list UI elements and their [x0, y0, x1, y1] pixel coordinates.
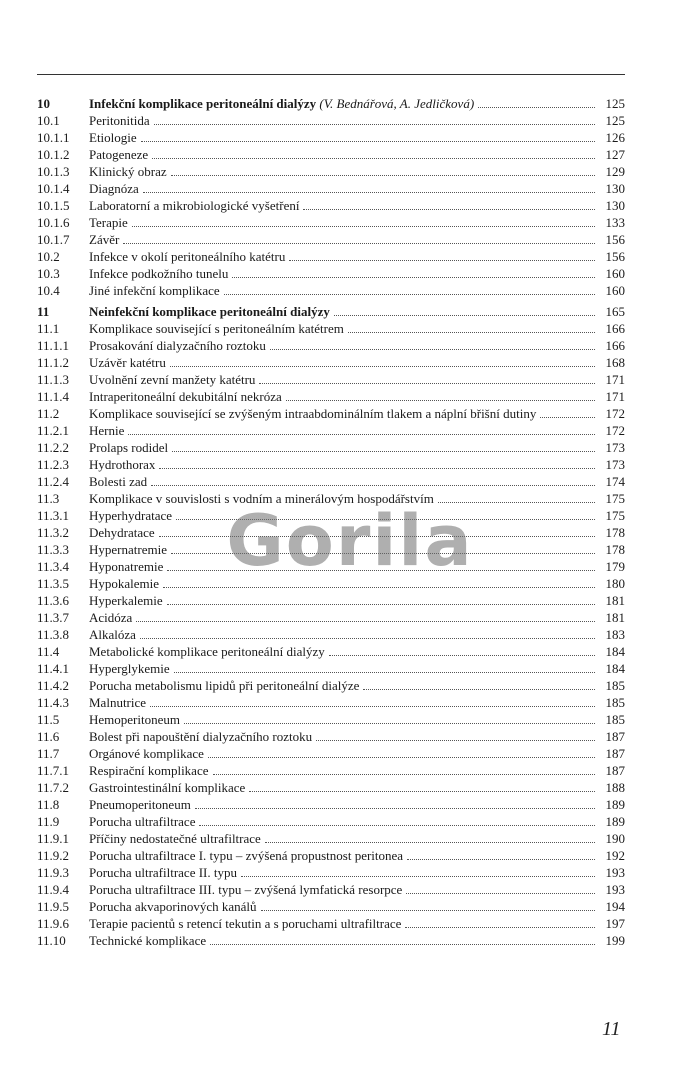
toc-entry [37, 643, 625, 660]
toc-entry [37, 112, 625, 129]
toc-entry [37, 932, 625, 949]
section-title [89, 728, 312, 745]
section-title-text: Hyponatremie [89, 559, 164, 574]
section-title-text: Hypernatremie [89, 542, 167, 557]
dot-leader [163, 587, 595, 588]
section-title [89, 779, 245, 796]
section-number: 11.2.4 [37, 474, 70, 489]
toc-entry [37, 371, 625, 388]
section-title [89, 371, 255, 388]
toc-entry [37, 265, 625, 282]
section-number: 11.7 [37, 746, 60, 761]
section-title-text: Jiné infekční komplikace [89, 283, 220, 298]
section-title [89, 231, 119, 248]
page-reference: 192 [605, 848, 625, 863]
dot-leader [224, 294, 595, 295]
section-number: 11.3.8 [37, 627, 70, 642]
dot-leader [265, 842, 595, 843]
section-number: 11.9.4 [37, 882, 70, 897]
section-number: 10.4 [37, 283, 60, 298]
section-title [89, 337, 266, 354]
dot-leader [540, 417, 595, 418]
toc-entry [37, 163, 625, 180]
section-title-text: Hernie [89, 423, 125, 438]
section-title [89, 282, 220, 299]
section-title [89, 320, 344, 337]
section-title-text: Porucha ultrafiltrace III. typu – zvýšená lymfatická resorpce [89, 882, 403, 897]
section-number: 11.1.1 [37, 338, 70, 353]
toc-entry [37, 473, 625, 490]
toc-entry [37, 745, 625, 762]
section-title [89, 932, 206, 949]
section-title [89, 677, 359, 694]
section-title [89, 265, 228, 282]
page-reference: 189 [605, 797, 625, 812]
page-reference: 173 [605, 457, 625, 472]
section-title-text: Bolesti zad [89, 474, 148, 489]
page-reference: 184 [605, 644, 625, 659]
section-title [89, 388, 282, 405]
section-title-text: Porucha ultrafiltrace I. typu – zvýšená propustnost peritonea [89, 848, 404, 863]
dot-leader [128, 434, 595, 435]
page-reference: 172 [605, 423, 625, 438]
page-reference: 193 [605, 882, 625, 897]
section-number: 11.4 [37, 644, 60, 659]
section-number: 11.1 [37, 321, 60, 336]
page-reference: 178 [605, 542, 625, 557]
section-title [89, 813, 195, 830]
section-title [89, 303, 330, 320]
dot-leader [171, 175, 595, 176]
section-title-text: Infekční komplikace peritoneální dialýzy [89, 96, 317, 111]
dot-leader [405, 927, 595, 928]
dot-leader [316, 740, 595, 741]
section-title [89, 643, 325, 660]
section-title-text: Porucha ultrafiltrace [89, 814, 196, 829]
section-title-text: Hypokalemie [89, 576, 160, 591]
section-title [89, 711, 180, 728]
dot-leader [172, 451, 595, 452]
page-reference: 156 [605, 249, 625, 264]
section-number: 11.9.2 [37, 848, 70, 863]
section-title-text: Peritonitida [89, 113, 150, 128]
section-number: 11.1.4 [37, 389, 70, 404]
section-title [89, 847, 403, 864]
chapter-authors: (V. Bednářová, A. Jedličková) [319, 96, 475, 111]
page-reference: 180 [605, 576, 625, 591]
dot-leader [329, 655, 595, 656]
section-title-text: Porucha akvaporinových kanálů [89, 899, 257, 914]
section-number: 10.1.6 [37, 215, 70, 230]
section-number: 11.3.7 [37, 610, 70, 625]
page-reference: 185 [605, 678, 625, 693]
page-reference: 129 [605, 164, 625, 179]
section-number: 11.9.6 [37, 916, 70, 931]
page-reference: 194 [605, 899, 625, 914]
page-reference: 125 [605, 96, 625, 111]
page-reference: 187 [605, 746, 625, 761]
toc-entry [37, 129, 625, 146]
section-title-text: Hemoperitoneum [89, 712, 180, 727]
page-reference: 130 [605, 181, 625, 196]
section-title-text: Respirační komplikace [89, 763, 209, 778]
toc-entry [37, 830, 625, 847]
dot-leader [143, 192, 595, 193]
section-title-text: Komplikace související se zvýšeným intraabdominálním tlakem a náplní břišní dutiny [89, 406, 537, 421]
section-title-text: Klinický obraz [89, 164, 167, 179]
section-number: 11.4.3 [37, 695, 70, 710]
section-title [89, 214, 128, 231]
section-number: 10.1.4 [37, 181, 70, 196]
page-reference: 175 [605, 508, 625, 523]
page-reference: 199 [605, 933, 625, 948]
page-reference: 160 [605, 266, 625, 281]
section-number: 10.1.2 [37, 147, 70, 162]
section-number: 11.9.3 [37, 865, 70, 880]
section-title-text: Etiologie [89, 130, 137, 145]
section-number: 10.1 [37, 113, 60, 128]
page-reference: 185 [605, 695, 625, 710]
page-reference: 183 [605, 627, 625, 642]
toc-entry [37, 779, 625, 796]
page-reference: 166 [605, 321, 625, 336]
page-reference: 125 [605, 113, 625, 128]
toc-entry [37, 609, 625, 626]
section-title [89, 405, 536, 422]
section-title-text: Prolaps rodidel [89, 440, 169, 455]
dot-leader [208, 757, 595, 758]
dot-leader [159, 468, 595, 469]
page-reference: 179 [605, 559, 625, 574]
dot-leader [167, 604, 595, 605]
toc-entry [37, 180, 625, 197]
toc-entry [37, 915, 625, 932]
dot-leader [363, 689, 595, 690]
section-title [89, 626, 136, 643]
page-reference: 172 [605, 406, 625, 421]
page-reference: 168 [605, 355, 625, 370]
toc-entry [37, 728, 625, 745]
dot-leader [261, 910, 595, 911]
section-number: 11.7.1 [37, 763, 70, 778]
page-reference: 190 [605, 831, 625, 846]
page-reference: 197 [605, 916, 625, 931]
section-number: 10.3 [37, 266, 60, 281]
section-title [89, 456, 155, 473]
section-number: 11.2.1 [37, 423, 70, 438]
section-number: 11.2.3 [37, 457, 70, 472]
page-reference: 174 [605, 474, 625, 489]
page-reference: 175 [605, 491, 625, 506]
section-title [89, 745, 204, 762]
section-title-text: Komplikace v souvislosti s vodním a minerálovým hospodářstvím [89, 491, 434, 506]
watermark-logo: Gorila [226, 500, 474, 582]
section-title-text: Pneumoperitoneum [89, 797, 191, 812]
section-title-text: Technické komplikace [89, 933, 207, 948]
toc-chapter-entry [37, 303, 625, 320]
dot-leader [259, 383, 595, 384]
page-reference: 126 [605, 130, 625, 145]
dot-leader [151, 485, 595, 486]
section-number: 11.3.5 [37, 576, 70, 591]
section-number: 11.6 [37, 729, 60, 744]
page-reference: 189 [605, 814, 625, 829]
dot-leader [286, 400, 595, 401]
section-title [89, 864, 237, 881]
dot-leader [141, 141, 595, 142]
dot-leader [303, 209, 595, 210]
page-reference: 187 [605, 763, 625, 778]
section-title-text: Infekce v okolí peritoneálního katétru [89, 249, 286, 264]
section-title [89, 422, 124, 439]
page-reference: 178 [605, 525, 625, 540]
section-title [89, 592, 163, 609]
toc-entry [37, 282, 625, 299]
toc-entry [37, 197, 625, 214]
section-number: 11.1.2 [37, 355, 70, 370]
toc-entry [37, 677, 625, 694]
section-title-text: Alkalóza [89, 627, 136, 642]
dot-leader [150, 706, 595, 707]
toc-entry [37, 864, 625, 881]
section-number: 11.2 [37, 406, 60, 421]
section-number: 11.8 [37, 797, 60, 812]
page-reference: 184 [605, 661, 625, 676]
page-reference: 166 [605, 338, 625, 353]
section-title-text: Hyperhydratace [89, 508, 173, 523]
page-reference: 130 [605, 198, 625, 213]
dot-leader [407, 859, 595, 860]
page-reference: 156 [605, 232, 625, 247]
section-number: 10.1.1 [37, 130, 70, 145]
toc-entry [37, 320, 625, 337]
toc-entry [37, 388, 625, 405]
section-title-text: Závěr [89, 232, 120, 247]
dot-leader [195, 808, 595, 809]
section-title-text: Komplikace související s peritoneálním katétrem [89, 321, 344, 336]
section-title-text: Patogeneze [89, 147, 149, 162]
section-title-text: Terapie [89, 215, 128, 230]
dot-leader [270, 349, 595, 350]
toc-entry [37, 146, 625, 163]
dot-leader [170, 366, 595, 367]
toc-entry [37, 813, 625, 830]
toc-chapter-entry [37, 95, 625, 112]
section-number: 11.5 [37, 712, 60, 727]
section-title [89, 762, 209, 779]
dot-leader [123, 243, 595, 244]
dot-leader [348, 332, 595, 333]
section-number: 11 [37, 304, 50, 319]
section-title-text: Příčiny nedostatečné ultrafiltrace [89, 831, 261, 846]
section-title-text: Prosakování dialyzačního roztoku [89, 338, 266, 353]
section-title [89, 163, 167, 180]
section-title-text: Hydrothorax [89, 457, 156, 472]
page-reference: 181 [605, 610, 625, 625]
page-reference: 193 [605, 865, 625, 880]
section-title [89, 248, 285, 265]
section-title-text: Terapie pacientů s retencí tekutin a s poruchami ultrafiltrace [89, 916, 402, 931]
toc-entry [37, 456, 625, 473]
dot-leader [289, 260, 595, 261]
section-title-text: Neinfekční komplikace peritoneální dialýzy [89, 304, 330, 319]
toc-entry [37, 660, 625, 677]
section-title-text: Intraperitoneální dekubitální nekróza [89, 389, 282, 404]
toc-entry [37, 214, 625, 231]
section-number: 11.3 [37, 491, 60, 506]
dot-leader [213, 774, 596, 775]
section-title [89, 796, 191, 813]
section-title [89, 354, 166, 371]
section-title-text: Uvolnění zevní manžety katétru [89, 372, 256, 387]
toc-entry [37, 439, 625, 456]
section-title-text: Hyperglykemie [89, 661, 170, 676]
toc-entry [37, 592, 625, 609]
section-title-text: Laboratorní a mikrobiologické vyšetření [89, 198, 300, 213]
dot-leader [334, 315, 595, 316]
page-reference: 181 [605, 593, 625, 608]
section-number: 11.4.1 [37, 661, 70, 676]
dot-leader [406, 893, 595, 894]
section-title [89, 830, 261, 847]
section-title [89, 180, 139, 197]
section-title-text: Malnutrice [89, 695, 147, 710]
section-number: 10.1.3 [37, 164, 70, 179]
section-title [89, 694, 146, 711]
section-title-text: Hyperkalemie [89, 593, 163, 608]
section-number: 11.3.3 [37, 542, 70, 557]
toc-entry [37, 881, 625, 898]
section-title [89, 660, 170, 677]
section-title [89, 439, 168, 456]
section-title [89, 609, 132, 626]
toc-entry [37, 898, 625, 915]
header-rule [37, 74, 625, 75]
section-title-text: Bolest při napouštění dialyzačního roztoku [89, 729, 313, 744]
section-number: 11.10 [37, 933, 66, 948]
dot-leader [132, 226, 595, 227]
dot-leader [199, 825, 595, 826]
dot-leader [154, 124, 595, 125]
dot-leader [184, 723, 595, 724]
page-reference: 127 [605, 147, 625, 162]
toc-entry [37, 248, 625, 265]
section-number: 10.1.7 [37, 232, 70, 247]
toc-entry [37, 354, 625, 371]
toc-entry [37, 796, 625, 813]
section-number: 11.3.1 [37, 508, 70, 523]
section-number: 11.7.2 [37, 780, 70, 795]
toc-entry [37, 694, 625, 711]
section-number: 10 [37, 96, 50, 111]
page-reference: 165 [605, 304, 625, 319]
page-reference: 171 [605, 389, 625, 404]
section-title-text: Orgánové komplikace [89, 746, 204, 761]
section-title-text: Gastrointestinální komplikace [89, 780, 246, 795]
section-title [89, 898, 257, 915]
section-title [89, 881, 402, 898]
dot-leader [478, 107, 595, 108]
section-number: 11.4.2 [37, 678, 70, 693]
page-reference: 173 [605, 440, 625, 455]
section-title-text: Dehydratace [89, 525, 155, 540]
section-title-text: Uzávěr katétru [89, 355, 166, 370]
section-title-text: Metabolické komplikace peritoneální dialýzy [89, 644, 325, 659]
section-title-text: Acidóza [89, 610, 133, 625]
dot-leader [152, 158, 595, 159]
section-title-text: Porucha metabolismu lipidů při peritoneální dialýze [89, 678, 360, 693]
toc-entry [37, 337, 625, 354]
dot-leader [249, 791, 595, 792]
section-title [89, 197, 299, 214]
section-title-text: Infekce podkožního tunelu [89, 266, 229, 281]
section-number: 11.3.4 [37, 559, 70, 574]
section-number: 10.1.5 [37, 198, 70, 213]
dot-leader [232, 277, 595, 278]
page-reference: 133 [605, 215, 625, 230]
section-title-text: Diagnóza [89, 181, 139, 196]
section-title-text: Porucha ultrafiltrace II. typu [89, 865, 237, 880]
toc-entry [37, 422, 625, 439]
toc-entry [37, 762, 625, 779]
section-number: 11.2.2 [37, 440, 70, 455]
section-number: 11.9 [37, 814, 60, 829]
dot-leader [140, 638, 595, 639]
section-number: 11.3.2 [37, 525, 70, 540]
toc-entry [37, 847, 625, 864]
dot-leader [174, 672, 595, 673]
toc-entry [37, 626, 625, 643]
section-title [89, 95, 474, 112]
page-reference: 171 [605, 372, 625, 387]
section-number: 11.1.3 [37, 372, 70, 387]
section-title [89, 112, 150, 129]
page-number: 11 [602, 1018, 621, 1040]
dot-leader [210, 944, 595, 945]
page-reference: 185 [605, 712, 625, 727]
toc-entry [37, 231, 625, 248]
page-reference: 187 [605, 729, 625, 744]
toc-entry [37, 711, 625, 728]
page-reference: 188 [605, 780, 625, 795]
section-number: 11.3.6 [37, 593, 70, 608]
section-title [89, 473, 147, 490]
section-number: 11.9.5 [37, 899, 70, 914]
section-number: 11.9.1 [37, 831, 70, 846]
dot-leader [136, 621, 595, 622]
section-title [89, 129, 137, 146]
page-reference: 160 [605, 283, 625, 298]
dot-leader [241, 876, 595, 877]
toc-entry [37, 405, 625, 422]
section-title [89, 146, 148, 163]
section-number: 10.2 [37, 249, 60, 264]
section-title [89, 915, 401, 932]
